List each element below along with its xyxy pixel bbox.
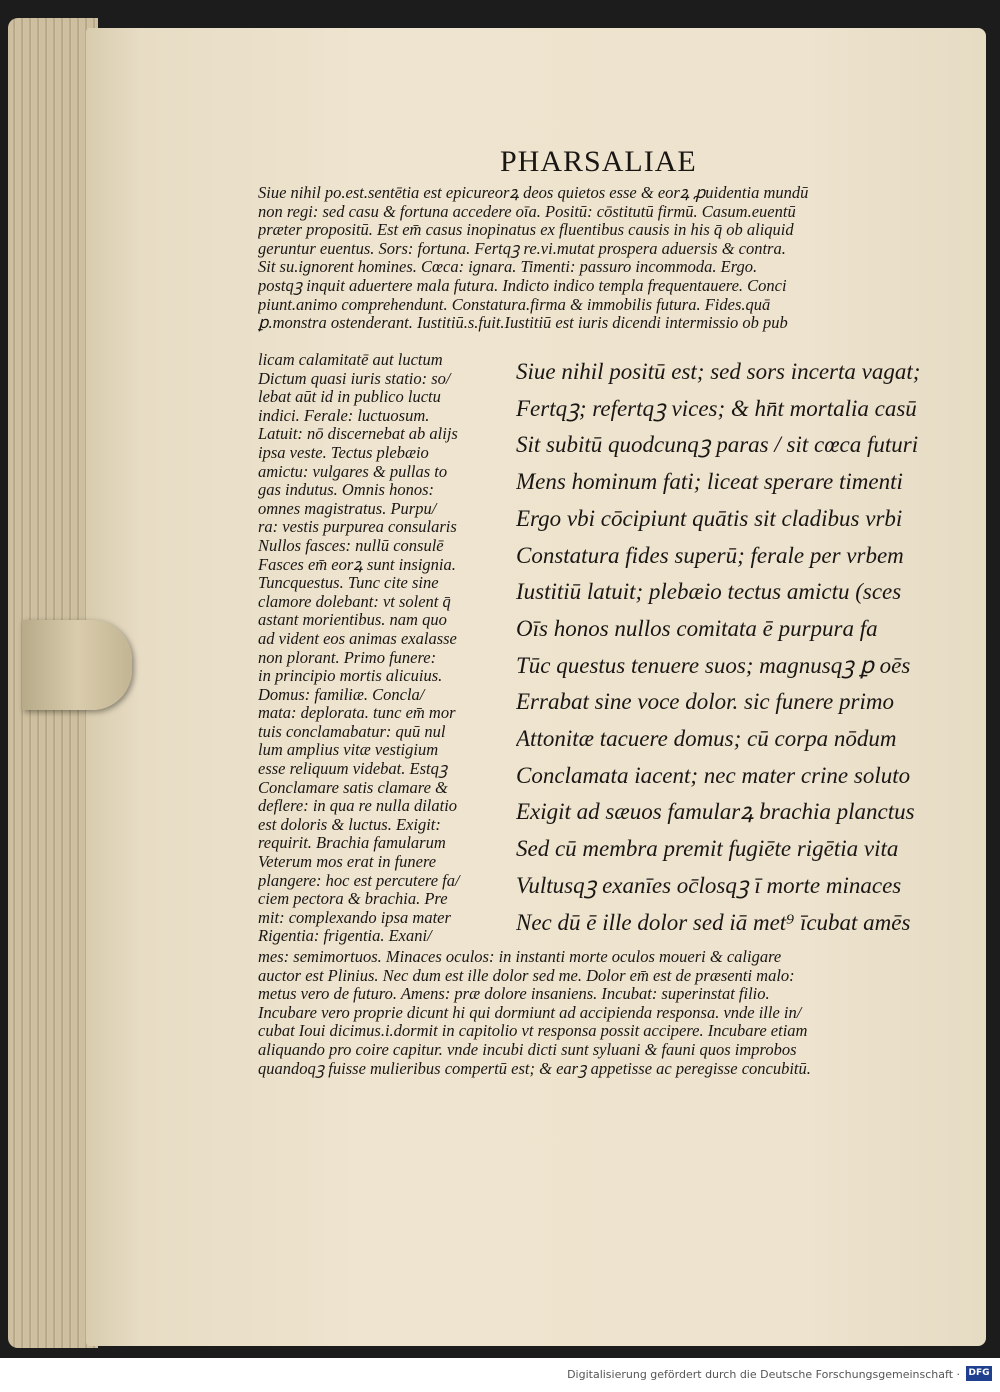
- commentary-left-line: Veterum mos erat in funere: [258, 853, 437, 872]
- verse-line: Nec dū ē ille dolor sed iā met⁹ īcubat amēs: [516, 909, 911, 935]
- commentary-left-line: lum amplius vitæ vestigium: [258, 741, 439, 760]
- commentary-left-line: Domus: familiæ. Concla/: [258, 685, 425, 704]
- commentary-line: non regi: sed casu & fortuna accedere oīa. Positū: cōstitutū firmū. Casum.euentū: [258, 202, 796, 221]
- verse-line: Exigit ad sæuos famularꝝ brachia planctus: [516, 799, 915, 825]
- commentary-left-line: mit: complexando ipsa mater: [258, 908, 451, 927]
- commentary-left-line: omnes magistratus. Purpu/: [258, 499, 437, 518]
- commentary-left-line: Conclamare satis clamare &: [258, 778, 448, 797]
- verse-line: Sed cū membra premit fugiēte rigētia vita: [516, 836, 899, 862]
- verse-line: Ergo vbi cōcipiunt quātis sit cladibus vrbi: [516, 505, 903, 531]
- commentary-line: aliquando pro coire capitur. vnde incubi dicti sunt syluani & fauni quos improbos: [258, 1040, 797, 1059]
- commentary-left-line: tuis conclamabatur: quū nul: [258, 722, 446, 741]
- commentary-left-line: plangere: hoc est percutere fa/: [258, 871, 460, 890]
- commentary-line: metus vero de futuro. Amens: præ dolore insaniens. Incubat: superinstat filio.: [258, 985, 770, 1004]
- commentary-top: [258, 184, 938, 333]
- commentary-left-line: ipsa veste. Tectus plebæio: [258, 443, 429, 462]
- verse-line: Sit subitū quodcunqꝫ paras / sit cœca futuri: [516, 432, 919, 458]
- footer-credit: Digitalisierung gefördert durch die Deutsche Forschungsgemeinschaft ·: [567, 1368, 960, 1381]
- commentary-left-line: lebat aūt id in publico luctu: [258, 388, 441, 407]
- verse-line: Iustitiū latuit; plebæio tectus amictu (sces: [516, 579, 902, 605]
- verse-line: Errabat sine voce dolor. sic funere primo: [516, 689, 894, 715]
- verse-line: Constatura fides superū; ferale per vrbem: [516, 542, 904, 568]
- commentary-left-line: amictu: vulgares & pullas to: [258, 462, 448, 481]
- commentary-line: auctor est Plinius. Nec dum est ille dolor sed me. Dolor em̄ est de præsenti malo:: [258, 966, 795, 985]
- commentary-left-line: astant morientibus. nam quo: [258, 611, 447, 630]
- commentary-left-line: ad vident eos animas exalasse: [258, 629, 457, 648]
- commentary-left-line: clamore dolebant: vt solent q̄: [258, 592, 451, 611]
- commentary-left-line: ra: vestis purpurea consularis: [258, 518, 457, 537]
- commentary-bottom: [258, 948, 948, 1078]
- commentary-line: præter propositū. Est em̄ casus inopinatus ex fluentibus causis in his q̄ ob aliquid: [258, 221, 794, 240]
- commentary-left-line: mata: deplorata. tunc em̄ mor: [258, 704, 456, 723]
- commentary-left-line: Nullos fasces: nullū consulē: [258, 536, 444, 555]
- commentary-line: Siue nihil po.est.sentētia est epicureorꝝ deos quietos esse & eorꝝ ꝓuidentia mundū: [258, 184, 809, 202]
- running-head: PHARSALIAE: [500, 145, 697, 178]
- commentary-left-line: Rigentia: frigentia. Exani/: [258, 927, 432, 946]
- verse-line: Mens hominum fati; liceat sperare timenti: [516, 469, 903, 495]
- commentary-left-line: Tuncquestus. Tunc cite sine: [258, 574, 439, 593]
- verse-line: Attonitæ tacuere domus; cū corpa nōdum: [516, 726, 897, 752]
- commentary-left-line: requirit. Brachia famularum: [258, 834, 446, 853]
- commentary-line: geruntur euentus. Sors: fortuna. Fertqꝫ re.vi.mutat prospera aduersis & contra.: [258, 239, 786, 258]
- verse-line: Oīs honos nullos comitata ē purpura fa: [516, 615, 878, 641]
- commentary-left-line: in principio mortis alicuius.: [258, 667, 443, 686]
- verse-line: Conclamata iacent; nec mater crine soluto: [516, 762, 911, 788]
- commentary-left-line: gas indutus. Omnis honos:: [258, 481, 435, 500]
- dfg-logo: DFG: [966, 1366, 992, 1381]
- commentary-line: ꝑ.monstra ostenderant. Iustitiū.s.fuit.Iustitiū est iuris dicendi intermissio ob pub: [258, 314, 788, 333]
- verse-line: Vultusqꝫ exanīes oc̄losqꝫ ī morte minaces: [516, 872, 902, 898]
- commentary-line: mes: semimortuos. Minaces oculos: in instanti morte oculos moueri & caligare: [258, 948, 782, 966]
- text-block: [258, 140, 948, 1130]
- commentary-left-line: Dictum quasi iuris statio: so/: [258, 369, 451, 388]
- verse-line: Tūc questus tenuere suos; magnusqꝫ ꝑ oēs: [516, 652, 911, 678]
- commentary-left-line: Fasces em̄ eorꝝ sunt insignia.: [258, 555, 456, 574]
- footer-bar: [0, 1358, 1000, 1392]
- commentary-left-line: est doloris & luctus. Exigit:: [258, 815, 441, 834]
- commentary-line: cubat Ioui dicimus.i.dormit in capitolio vt responsa possit accipere. Incubare etiam: [258, 1022, 808, 1041]
- commentary-left-line: ciem pectora & brachia. Pre: [258, 890, 448, 909]
- commentary-left-line: esse reliquum videbat. Estqꝫ: [258, 760, 448, 779]
- verse-block: [516, 354, 951, 941]
- commentary-line: Incubare vero proprie dicunt hi qui dormiunt ad accipienda responsa. vnde ille in/: [258, 1003, 802, 1022]
- verse-line: Siue nihil positū est; sed sors incerta vagat;: [516, 359, 921, 384]
- book-clasp: [22, 620, 132, 710]
- commentary-left-line: non plorant. Primo funere:: [258, 648, 437, 667]
- commentary-left-line: Latuit: nō discernebat ab alijs: [258, 425, 458, 444]
- commentary-line: Sit su.ignorent homines. Cœca: ignara. Timenti: passuro incommoda. Ergo.: [258, 258, 758, 277]
- verse-line: Fertqꝫ; refertqꝫ vices; & hn̄t mortalia casū: [516, 395, 917, 421]
- commentary-left: [258, 351, 513, 946]
- commentary-line: postqꝫ inquit aduertere mala futura. Indicto indico templa frequentauere. Conci: [258, 276, 787, 295]
- commentary-left-line: deflere: in qua re nulla dilatio: [258, 797, 458, 816]
- commentary-left-line: indici. Ferale: luctuosum.: [258, 406, 430, 425]
- commentary-left-line: licam calamitatē aut luctum: [258, 351, 443, 369]
- commentary-line: piunt.animo comprehendunt. Constatura.firma & immobilis futura. Fides.quā: [258, 295, 771, 314]
- commentary-line: quandoqꝫ fuisse mulieribus compertū est; & earꝫ appetisse ac peregisse concubitū.: [258, 1059, 811, 1078]
